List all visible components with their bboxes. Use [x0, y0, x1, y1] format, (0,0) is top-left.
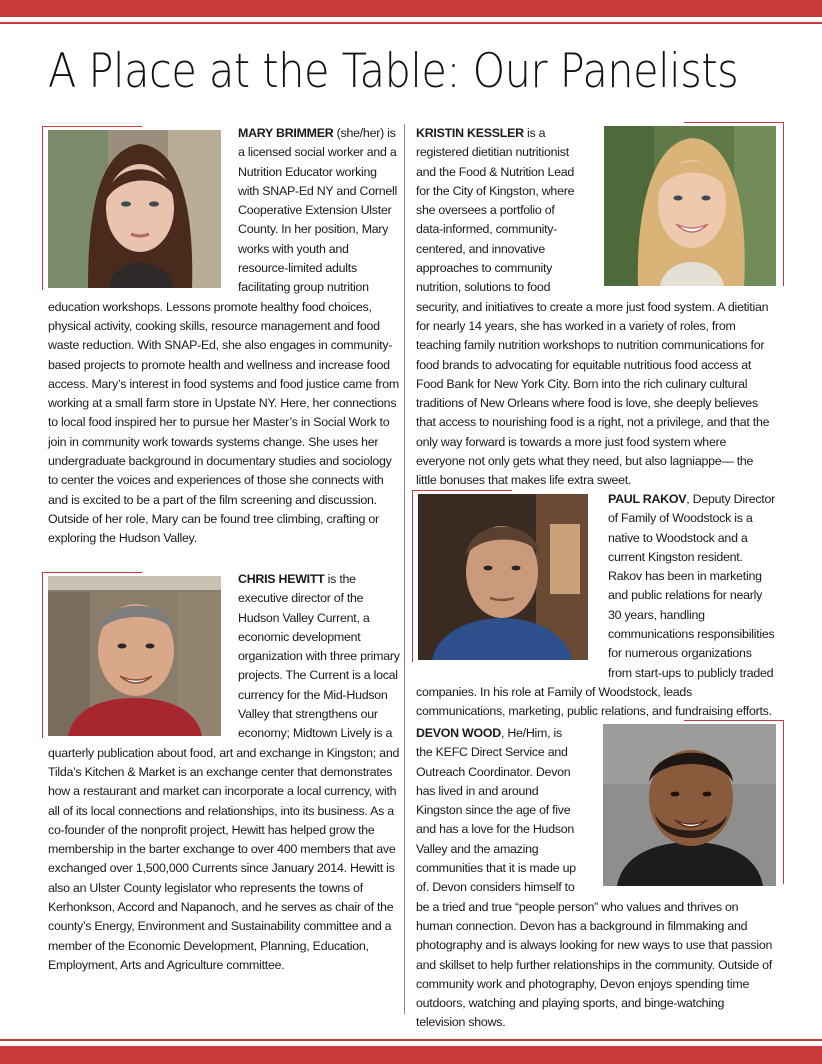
- panelist-bio: is the executive director of the Hudson Valley Current, a economic development organization with three primary projects. The Current is a local currency for the Mid-Hudson Valley that strengthens our economy; Midtown Lively is a quarterly publication about food, art and exchange in Kingston; and Tilda’s Kitchen & Market is an exchange center that demonstrates how a restaurant and market can incorporate a local currency, with all of its local connections and relationships, into its business. As a co-founder of the nonprofit project, Hewitt has helped grow the membership in the barter exchange to over 400 members that ave exchanged over 1,500,000 Currents since January 2014. Hewitt is also an Ulster County legislator who represents the towns of Kerhonkson, Accord and Napanoch, and he serves as chair of the county’s Energy, Environment and Sustainability committee and a member of the Economic Development, Planning, Education, Employment, Arts and Agriculture committee.: [48, 572, 400, 972]
- panelist-name: MARY BRIMMER: [238, 126, 334, 140]
- page-title: A Place at the Table: Our Panelists: [48, 44, 739, 99]
- panelist-chris: [48, 570, 400, 975]
- photo-kristin-container: [590, 124, 776, 292]
- portrait-mary: [48, 130, 221, 288]
- bottom-red-band: [0, 1046, 822, 1064]
- panelist-kristin: [416, 124, 776, 491]
- panelist-bio: is a registered dietitian nutritionist and the Food & Nutrition Lead for the City of Kingston, where she oversees a portfolio of data-informed, community-centered, and innovative approaches to community nutrition, solutions to food security, and initiatives to create a more just food system. A dietitian for nearly 14 years, she has worked in a variety of roles, from teaching family nutrition workshops to nutrition communications for food brands to advocating for equitable nutritious food access at Food Bank for New York City. Born into the rich culinary cultural traditions of New Orleans where food is love, she deeply believes that access to nourishing food is a right, not a privilege, and that the only way forward is towards a more just food system where everyone not only gets what they need, but also lagniappe— the little bonuses that makes life extra sweet.: [416, 126, 770, 488]
- panelist-bio: , He/Him, is the KEFC Direct Service and Outreach Coordinator. Devon has lived in and around Kingston since the age of five and has a love for the Hudson Valley and the amazing communities that it is made up of. Devon considers himself to be a tried and true “people person” who values and thrives on human connection. Devon has a background in filmmaking and photography and is always looking for new ways to use that passion and skillset to help further relationships in the community. Outside of community work and photography, Devon enjoys spending time outdoors, watching and playing sports, and binge-watching television shows.: [416, 726, 773, 1030]
- panelist-name: PAUL RAKOV: [608, 492, 687, 506]
- portrait-paul: [418, 494, 588, 660]
- panelist-mary: [48, 124, 400, 549]
- column-divider: [404, 124, 405, 1014]
- portrait-devon: [603, 724, 776, 886]
- photo-paul-container: [416, 490, 596, 664]
- panelist-bio: (she/her) is a licensed social worker and a Nutrition Educator working with SNAP-Ed NY and Cornell Cooperative Extension Ulster County. In her position, Mary works with youth and resource-limited adults facilitating group nutrition education workshops. Lessons promote healthy food choices, physical activity, cooking skills, resource management and food waste reduction. With SNAP-Ed, she also engages in community-based projects to promote health and wellness and increase food access. Mary’s interest in food systems and food justice came from working at a small farm store in Upstate NY. Here, her connections to local food inspired her to pursue her Master’s in Social Work to join in community work towards systems change. She uses her undergraduate background in documentary studies and sociology to center the voices and experiences of those she connects with and is excited to be a part of the film screening and discussion. Outside of her role, Mary can be found tree climbing, crafting or exploring the Hudson Valley.: [48, 126, 400, 546]
- photo-devon-container: [588, 724, 776, 892]
- panelist-name: KRISTIN KESSLER: [416, 126, 524, 140]
- top-red-rule: [0, 22, 822, 24]
- panelist-name: DEVON WOOD: [416, 726, 501, 740]
- top-red-band: [0, 0, 822, 17]
- panelist-name: CHRIS HEWITT: [238, 572, 325, 586]
- panelist-devon: [416, 724, 776, 1033]
- photo-mary-container: [48, 124, 226, 292]
- portrait-kristin: [604, 126, 776, 286]
- photo-chris-container: [48, 570, 226, 740]
- bottom-red-rule: [0, 1039, 822, 1041]
- portrait-chris: [48, 576, 221, 736]
- panelist-paul: [416, 490, 776, 722]
- panelist-bio: , Deputy Director of Family of Woodstock is a native to Woodstock and a current Kingston resident. Rakov has been in marketing and public relations for nearly 30 years, handling communications responsibilities for numerous organizations from start-ups to publicly traded companies. In his role at Family of Woodstock, leads communications, marketing, public relations, and fundraising efforts.: [416, 492, 775, 719]
